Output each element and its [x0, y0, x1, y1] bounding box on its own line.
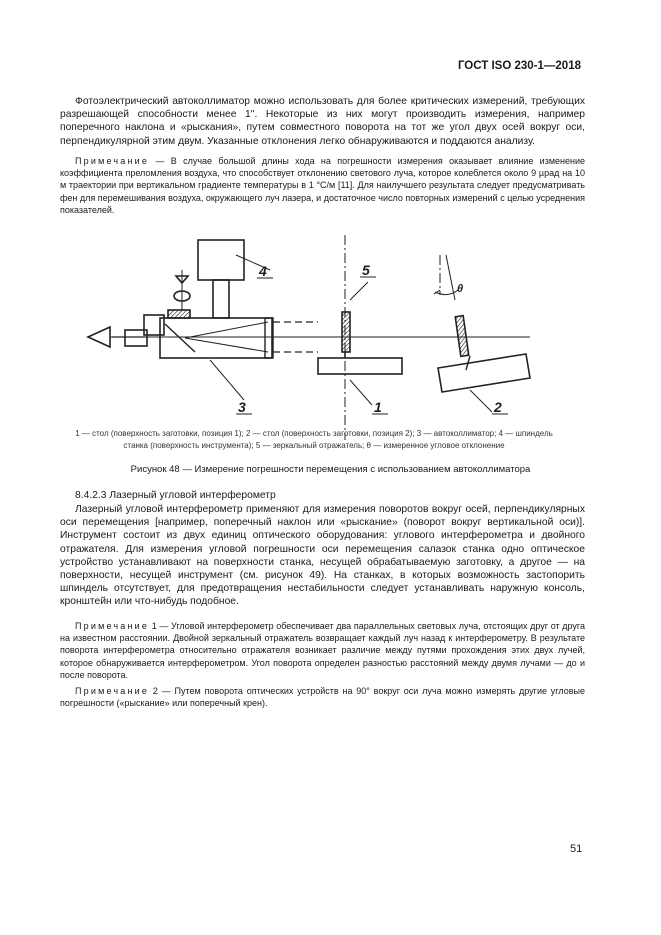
note-label: Примечание: [75, 621, 150, 631]
label-1: 1: [374, 399, 382, 415]
note-label: Примечание: [75, 156, 150, 166]
figure-caption: Рисунок 48 — Измерение погрешности перемещения с использованием автоколлиматора: [130, 464, 531, 475]
legend-line-2: станка (поверхность инструмента); 5 — зеркальный отражатель; θ — измеренное угловое отклонение: [123, 440, 505, 450]
note-text: — Путем поворота оптических устройств на 90° вокруг оси луча можно измерять другие угловые погрешности («рыскание» или поперечный крен).: [60, 686, 585, 709]
note-2: [60, 685, 585, 709]
standard-header: ГОСТ ISO 230-1—2018: [457, 60, 581, 72]
page-number: 51: [570, 843, 583, 855]
table-position-2: [438, 354, 530, 392]
label-2: 2: [494, 399, 502, 415]
figure-legend: [44, 428, 584, 451]
note-1: [60, 620, 585, 681]
section-heading-text: 8.4.2.3 Лазерный угловой интерферометр: [75, 490, 276, 501]
legend-line-1: 1 — стол (поверхность заготовки, позиция 1); 2 — стол (поверхность заготовки, позиция 2); 3 — автоколлиматор; 4 — шпиндель: [75, 429, 553, 438]
note-number: 1: [149, 621, 157, 631]
paragraph-text: Фотоэлектрический автоколлиматор можно использовать для более критических измерений, требующих разрешающей способности менее 1". Некоторые из них могут производить измерения, например поперечного наклона и «рыскания», путем совместного поворота на тот же угол двух осей вокруг оси, перпендикулярной этим двум. Указанные отклонения легко обнаруживаются и поддаются анализу.: [60, 96, 585, 147]
note-number: 2: [149, 686, 158, 696]
label-theta: θ: [457, 283, 464, 295]
paragraph-text: Лазерный угловой интерферометр применяют для измерения поворотов вокруг осей, перпендикулярных оси перемещения [например, поперечный наклон или «рыскание» (поворот вокруг вертикальной оси)]. Инструмент состоит из двух единиц оптического оборудования: углового интерферометра и двойного отражателя. Для измерения угловой погрешности оси перемещения салазок станка одно оптическое устройство устанавливают на поверхности станка, несущей обрабатываемую заготовку, а другое — на поверхности, несущей инструмент (см. рисунок 49). На станках, в которых возможность застопорить шпиндель отсутствует, для предотвращения нестабильности следует устанавливать наружную консоль, кронштейн или что-нибудь подобное.: [60, 504, 585, 608]
eye-icon: [88, 327, 110, 347]
label-4: 4: [259, 263, 267, 279]
table-position-1: [318, 358, 402, 374]
spindle-shaft: [213, 280, 229, 318]
beam-splitter: [165, 324, 195, 352]
spindle-head: [198, 240, 244, 280]
note-label: Примечание: [75, 686, 150, 696]
knurled-knob: [168, 310, 190, 318]
mirror-position-2: [455, 316, 468, 357]
label-3: 3: [238, 399, 246, 415]
paragraph-laser-interferometer: [60, 503, 585, 609]
mirror-reflector: [342, 312, 350, 352]
note-text: — Угловой интерферометр обеспечивает два параллельных световых луча, отстоящих друг от друга на известном расстоянии. Двойной зеркальный отражатель возвращает каждый луч назад к интерферометру. В результате поворота интерферометра относительно отражателя возникает различие между путями прохождения этих двух лучей, которое обнаруживается интерферометром. Угол поворота определен разностью расстояний между двумя лучами — до и после поворота.: [60, 621, 586, 680]
section-heading: [60, 489, 585, 502]
label-5: 5: [362, 262, 370, 278]
note-text: — В случае большой длины хода на погрешности измерения оказывает влияние изменение коэффициента преломления воздуха, что способствует отклонению светового луча, которое колеблется около 9 µрад на 10 м траектории при вертикальном градиенте температуры в 1 °С/м [11]. Для наилучшего результата следует предусматривать фен для перемешивания воздуха, окружающего луч лазера, и достаточное число повторных измерений с целью усреднения показателей.: [60, 156, 585, 215]
